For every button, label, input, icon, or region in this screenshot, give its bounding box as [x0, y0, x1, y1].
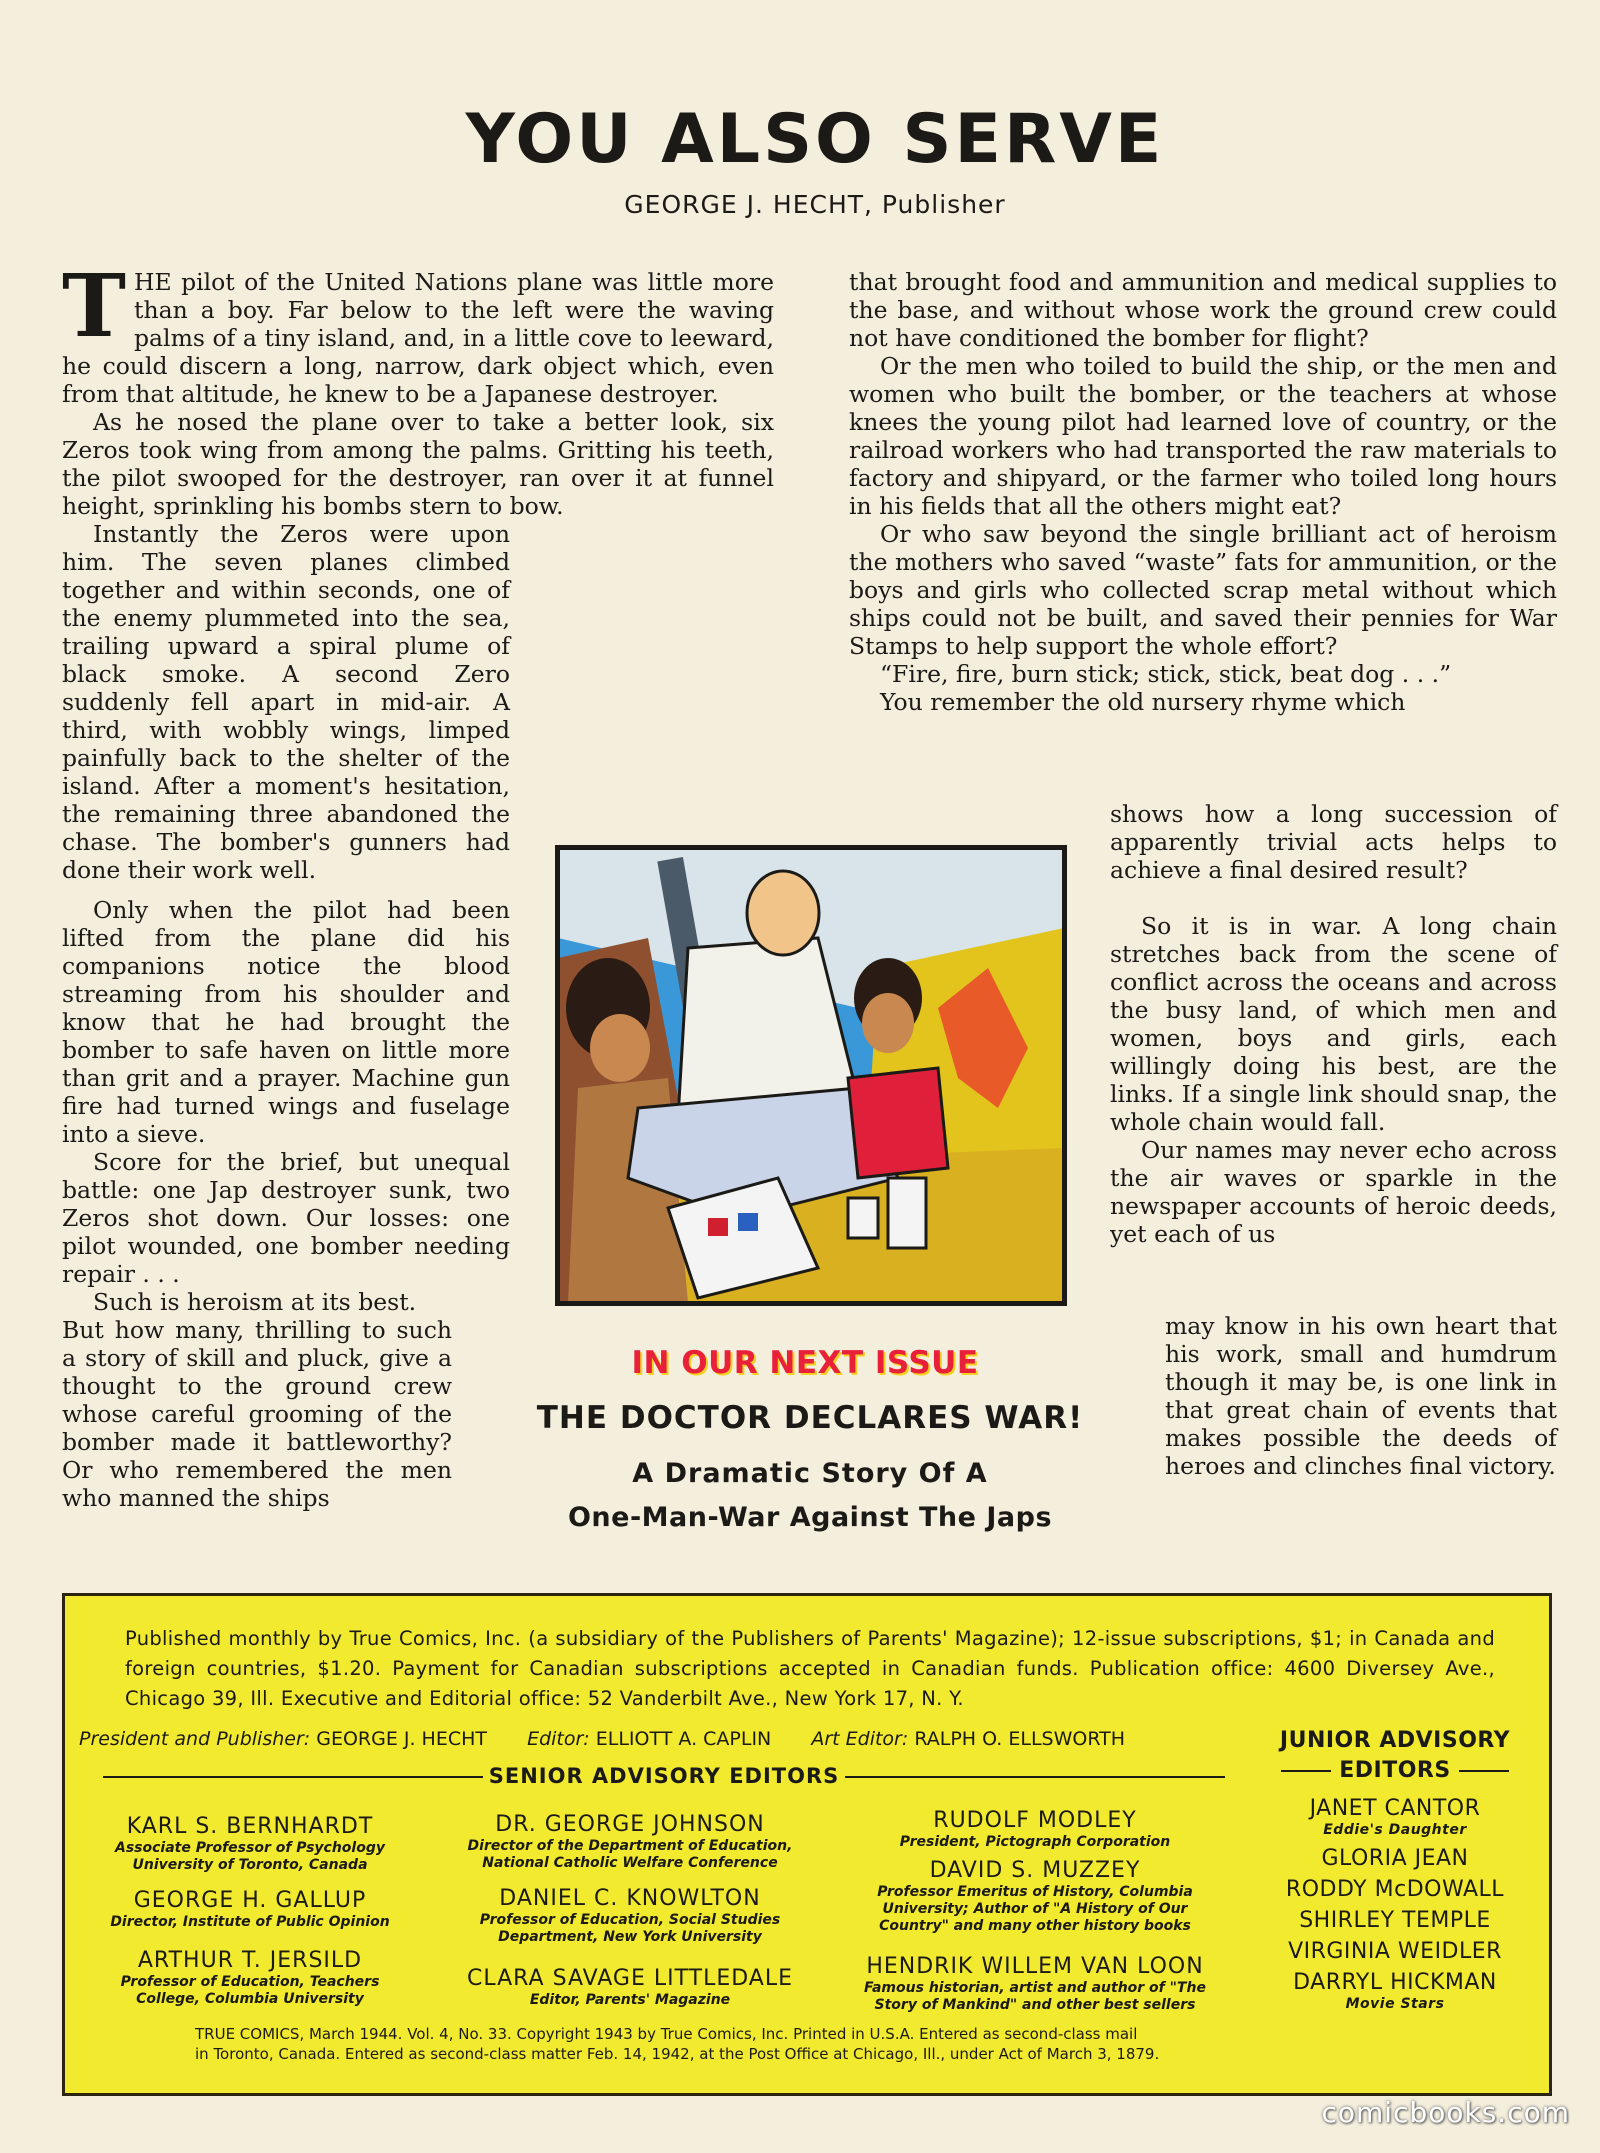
junior-header-line-1: JUNIOR ADVISORY — [1279, 1728, 1511, 1753]
footer-line-2: in Toronto, Canada. Entered as second-class matter Feb. 14, 1942, at the Post Office at Chicago, Ill., under Act of March 3, 1879. — [195, 2045, 1160, 2063]
editor-name: JANET CANTOR — [1309, 1796, 1481, 1821]
masthead-box — [62, 1593, 1552, 2096]
editor-name: DANIEL C. KNOWLTON — [499, 1886, 761, 1911]
junior-editor — [1245, 1939, 1545, 1965]
paragraph-6a: Such is heroism at its best. — [93, 1288, 417, 1316]
junior-header-line-2 — [1245, 1756, 1545, 1786]
editor-name: RODDY McDOWALL — [1285, 1877, 1505, 1902]
editor-name: DARRYL HICKMAN — [1293, 1970, 1497, 1995]
senior-editor — [435, 1812, 825, 1872]
senior-editor — [845, 1858, 1225, 1935]
senior-header-text: SENIOR ADVISORY EDITORS — [488, 1764, 840, 1788]
editor-role: Professor of Education, Social Studies — [479, 1912, 781, 1928]
senior-editor — [85, 1888, 415, 1931]
byline-name: GEORGE J. HECHT, — [624, 190, 873, 219]
paragraph-c2-2: Or the men who toiled to build the ship, or the men and women who built the bomber, or the teachers at whose knees the young pilot had learned love of country, or the railroad workers who had transported the raw materials to factory and shipyard, or the farmer who toiled long hours in his fields that all the others might eat? — [849, 352, 1557, 520]
staff-line — [79, 1728, 1159, 1750]
copyright-footer — [195, 2024, 1475, 2064]
editor-role: College, Columbia University — [136, 1991, 364, 2007]
editor-name: DR. GEORGE JOHNSON — [495, 1812, 765, 1837]
paragraph-c2-7a: Our names may never echo across the air waves or sparkle in the newspaper accounts of heroic deeds, yet each of us — [1110, 1136, 1557, 1248]
junior-editor — [1245, 1846, 1545, 1872]
editor-role: Country" and many other history books — [879, 1918, 1191, 1934]
paragraph-3: Instantly the Zeros were upon him. The seven planes climbed together and within seconds, one of the enemy plummeted into the sea, trailing upward a spiral plume of black smoke. A second Zero suddenly fell apart in mid-air. A third, with wobbly wings, limped painfully back to the shelter of the island. After a moment's hesitation, the remaining three abandoned the chase. The bomber's gunners had done their work well. — [62, 520, 510, 884]
editor-name: KARL S. BERNHARDT — [126, 1814, 374, 1839]
editor-name: CLARA SAVAGE LITTLEDALE — [466, 1966, 794, 1991]
paragraph-1 — [62, 256, 774, 408]
paragraph-1-text: HE pilot of the United Nations plane was little more than a boy. Far below to the left were the waving palms of a tiny island, and, in a little cove to leeward, he could discern a long, narrow, dark object which, even from that altitude, he knew to be a Japanese destroyer. — [62, 268, 774, 408]
editor-role: University of Toronto, Canada — [132, 1857, 368, 1873]
senior-editor — [845, 1808, 1225, 1851]
next-issue-label: IN OUR NEXT ISSUE — [631, 1345, 979, 1381]
article-column-1-middle — [62, 896, 510, 1512]
paragraph-c2-3: Or who saw beyond the single brilliant act of heroism the mothers who saved “waste” fats for ammunition, or the boys and girls who collected scrap metal without which ships could not be built, and saved their pennies for War Stamps to help support the whole effort? — [849, 520, 1557, 660]
editor-role: Eddie's Daughter — [1323, 1822, 1467, 1838]
junior-editor — [1245, 1908, 1545, 1934]
editor-name: GLORIA JEAN — [1321, 1846, 1469, 1871]
paragraph-c2-7b: may know in his own heart that his work, small and humdrum though it may be, is one link in that great chain of events that makes possible the deeds of heroes and clinches final victory. — [1165, 1312, 1557, 1480]
paragraph-c2-5a: You remember the old nursery rhyme which — [880, 688, 1406, 716]
editor-role: Story of Mankind" and other best sellers — [874, 1997, 1196, 2013]
article-column-2-bottom — [1165, 1312, 1557, 1480]
header-rule — [845, 1776, 1225, 1778]
editor-role: Professor of Education, Teachers — [120, 1974, 380, 1990]
junior-editors-header — [1245, 1726, 1545, 1786]
editor-name: ARTHUR T. JERSILD — [137, 1948, 363, 1973]
header-rule — [103, 1776, 483, 1778]
senior-editor — [435, 1966, 825, 2009]
senior-editors-header — [65, 1764, 1263, 1788]
staff-role: Art Editor: — [811, 1728, 909, 1750]
editor-name: HENDRIK WILLEM VAN LOON — [866, 1954, 1204, 1979]
comic-illustration — [555, 845, 1067, 1306]
junior-editor — [1245, 1796, 1545, 1838]
editor-role: Director, Institute of Public Opinion — [110, 1914, 390, 1930]
editor-role: President, Pictograph Corporation — [899, 1834, 1171, 1850]
staff-role: Editor: — [527, 1728, 590, 1750]
paragraph-6b: But how many, thrilling to such a story of skill and pluck, give a thought to the ground crew whose careful grooming of the bomber made it battleworthy? Or who remembered the men who manned the ships — [62, 1316, 452, 1512]
editor-role: Department, New York University — [498, 1929, 762, 1945]
header-rule — [1281, 1770, 1331, 1772]
editor-role: Associate Professor of Psychology — [115, 1840, 385, 1856]
editor-role: Movie Stars — [1345, 1996, 1445, 2012]
header-rule — [1459, 1770, 1509, 1772]
paragraph-c2-6: So it is in war. A long chain stretches back from the scene of conflict across the oceans and across the busy land, of which men and women, boys and girls, each willingly doing his best, are the links. If a single link should snap, the whole chain would fall. — [1110, 912, 1557, 1136]
editor-name: VIRGINIA WEIDLER — [1288, 1939, 1502, 1964]
junior-editor — [1245, 1970, 1545, 2012]
watermark: comicbooks.com — [1321, 2096, 1570, 2129]
byline — [0, 190, 1600, 219]
editor-role: University; Author of "A History of Our — [882, 1901, 1188, 1917]
staff-name: RALPH O. ELLSWORTH — [914, 1728, 1126, 1750]
staff-name: GEORGE J. HECHT — [316, 1728, 488, 1750]
article-column-1-top — [62, 256, 774, 884]
senior-editor — [845, 1954, 1225, 2014]
next-story-subtitle-1: A Dramatic Story Of A — [632, 1458, 988, 1489]
staff-role: President and Publisher: — [79, 1728, 311, 1750]
junior-header-text: EDITORS — [1339, 1758, 1451, 1783]
editor-role: Director of the Department of Education, — [467, 1838, 793, 1854]
paragraph-c2-5b: shows how a long succession of apparently trivial acts helps to achieve a final desired result? — [1110, 800, 1557, 884]
editor-name: RUDOLF MODLEY — [933, 1808, 1137, 1833]
article-title: YOU ALSO SERVE — [465, 100, 1165, 179]
editor-name: SHIRLEY TEMPLE — [1299, 1908, 1491, 1933]
footer-line-1: TRUE COMICS, March 1944. Vol. 4, No. 33. Copyright 1943 by True Comics, Inc. Printed in U.S.A. Entered as second-class mail — [195, 2025, 1138, 2043]
editor-name: DAVID S. MUZZEY — [929, 1858, 1141, 1883]
byline-role: Publisher — [881, 190, 1006, 219]
paragraph-5: Score for the brief, but unequal battle: one Jap destroyer sunk, two Zeros shot down. Our losses: one pilot wounded, one bomber needing repair . . . — [62, 1148, 510, 1288]
publication-info: Published monthly by True Comics, Inc. (a subsidiary of the Publishers of Parents' Magazine); 12-issue subscriptions, $1; in Canada and foreign countries, $1.20. Payment for Canadian subscriptions accepted in Canadian funds. Publication office: 4600 Diversey Ave., Chicago 39, Ill. Executive and Editorial office: 52 Vanderbilt Ave., New York 17, N. Y. — [125, 1627, 1495, 1710]
article-column-2-top — [849, 268, 1557, 716]
senior-editor — [435, 1886, 825, 1946]
editor-role: Editor, Parents' Magazine — [529, 1992, 731, 2008]
editor-role: National Catholic Welfare Conference — [482, 1855, 778, 1871]
editor-role: Famous historian, artist and author of "The — [864, 1980, 1206, 1996]
drop-cap: T — [62, 256, 126, 357]
article-column-2-middle — [1110, 800, 1557, 1248]
next-story-subtitle-2: One-Man-War Against The Japs — [567, 1502, 1053, 1533]
senior-editor — [85, 1948, 415, 2008]
paragraph-c2-4: “Fire, fire, burn stick; stick, stick, beat dog . . .” — [880, 660, 1452, 688]
editor-role: Professor Emeritus of History, Columbia — [877, 1884, 1193, 1900]
doctor-scene-image — [558, 848, 1064, 1303]
paragraph-2: As he nosed the plane over to take a better look, six Zeros took wing from among the palms. Gritting his teeth, the pilot swooped for the destroyer, ran over it at funnel height, sprinkling his bombs stern to bow. — [62, 408, 774, 520]
staff-name: ELLIOTT A. CAPLIN — [595, 1728, 772, 1750]
junior-editor — [1245, 1877, 1545, 1903]
next-story-title: THE DOCTOR DECLARES WAR! — [536, 1400, 1084, 1436]
senior-editor — [85, 1814, 415, 1874]
paragraph-c2-1: that brought food and ammunition and medical supplies to the base, and without whose work the ground crew could not have conditioned the bomber for flight? — [849, 268, 1557, 352]
paragraph-4: Only when the pilot had been lifted from the plane did his companions notice the blood streaming from his shoulder and know that he had brought the bomber to safe haven on little more than grit and a prayer. Machine gun fire had turned wings and fuselage into a sieve. — [62, 896, 510, 1148]
editor-name: GEORGE H. GALLUP — [133, 1888, 367, 1913]
